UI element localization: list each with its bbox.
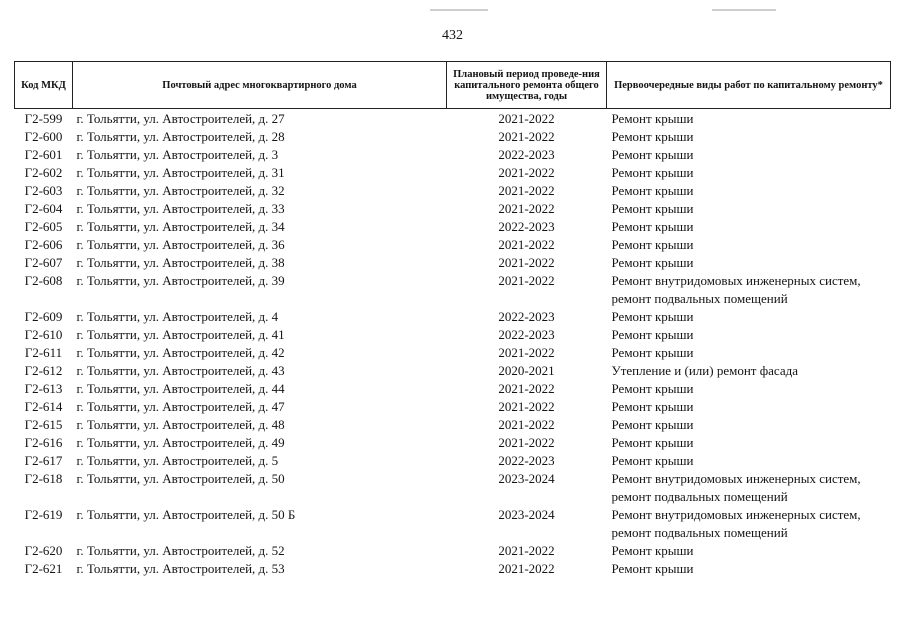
mkd-code: Г2-613 — [24, 381, 63, 396]
repair-period: 2021-2022 — [498, 237, 555, 252]
works-line: Ремонт крыши — [611, 399, 694, 414]
table-row — [15, 416, 891, 434]
priority-works — [607, 470, 891, 506]
repair-period: 2021-2022 — [498, 345, 555, 360]
mkd-code: Г2-621 — [24, 561, 63, 576]
repair-period: 2021-2022 — [498, 129, 555, 144]
table-row — [15, 200, 891, 218]
priority-works — [607, 560, 891, 578]
postal-address: г. Тольятти, ул. Автостроителей, д. 47 — [76, 399, 285, 414]
repair-period: 2021-2022 — [498, 165, 555, 180]
table-row — [15, 434, 891, 452]
works-line: Ремонт крыши — [611, 327, 694, 342]
mkd-code: Г2-617 — [24, 453, 63, 468]
priority-works — [607, 434, 891, 452]
table-body — [15, 109, 891, 579]
header-period: Плановый период проведе-ния капитального ремонта общего имущества, годы — [447, 62, 607, 109]
header-code: Код МКД — [15, 62, 73, 109]
mkd-code: Г2-609 — [24, 309, 63, 324]
repair-period: 2021-2022 — [498, 435, 555, 450]
table-header-row — [15, 62, 891, 109]
priority-works — [607, 182, 891, 200]
repair-period: 2022-2023 — [498, 327, 555, 342]
priority-works — [607, 164, 891, 182]
priority-works — [607, 416, 891, 434]
table-row — [15, 146, 891, 164]
table-row — [15, 109, 891, 129]
priority-works — [607, 398, 891, 416]
scan-artifact — [712, 9, 776, 11]
mkd-code: Г2-608 — [24, 273, 63, 288]
mkd-code: Г2-599 — [24, 111, 63, 126]
works-line: Ремонт крыши — [611, 219, 694, 234]
table-row — [15, 542, 891, 560]
repair-period: 2021-2022 — [498, 417, 555, 432]
postal-address: г. Тольятти, ул. Автостроителей, д. 48 — [76, 417, 285, 432]
priority-works — [607, 326, 891, 344]
postal-address: г. Тольятти, ул. Автостроителей, д. 32 — [76, 183, 285, 198]
works-line: Ремонт внутридомовых инженерных систем, — [611, 471, 861, 486]
mkd-code: Г2-603 — [24, 183, 63, 198]
header-address: Почтовый адрес многоквартирного дома — [73, 62, 447, 109]
repair-period: 2021-2022 — [498, 255, 555, 270]
priority-works — [607, 362, 891, 380]
priority-works — [607, 452, 891, 470]
postal-address: г. Тольятти, ул. Автостроителей, д. 50 — [76, 471, 285, 486]
repair-period: 2021-2022 — [498, 111, 555, 126]
table-row — [15, 398, 891, 416]
table-row — [15, 236, 891, 254]
works-line: Утепление и (или) ремонт фасада — [611, 363, 798, 378]
works-line: Ремонт крыши — [611, 309, 694, 324]
works-line: Ремонт крыши — [611, 237, 694, 252]
mkd-code: Г2-615 — [24, 417, 63, 432]
priority-works — [607, 128, 891, 146]
mkd-code: Г2-604 — [24, 201, 63, 216]
postal-address: г. Тольятти, ул. Автостроителей, д. 41 — [76, 327, 285, 342]
table-row — [15, 308, 891, 326]
mkd-code: Г2-618 — [24, 471, 63, 486]
table-row — [15, 128, 891, 146]
works-line: Ремонт крыши — [611, 147, 694, 162]
postal-address: г. Тольятти, ул. Автостроителей, д. 52 — [76, 543, 285, 558]
priority-works — [607, 254, 891, 272]
postal-address: г. Тольятти, ул. Автостроителей, д. 43 — [76, 363, 285, 378]
repair-period: 2021-2022 — [498, 201, 555, 216]
postal-address: г. Тольятти, ул. Автостроителей, д. 44 — [76, 381, 285, 396]
works-line: Ремонт крыши — [611, 543, 694, 558]
works-line: Ремонт крыши — [611, 381, 694, 396]
repair-period: 2023-2024 — [498, 471, 555, 486]
table-row — [15, 506, 891, 542]
mkd-code: Г2-606 — [24, 237, 63, 252]
priority-works — [607, 542, 891, 560]
table-row — [15, 254, 891, 272]
works-line: Ремонт крыши — [611, 453, 694, 468]
works-line: Ремонт крыши — [611, 183, 694, 198]
works-line: Ремонт крыши — [611, 111, 694, 126]
mkd-code: Г2-616 — [24, 435, 63, 450]
works-line: Ремонт внутридомовых инженерных систем, — [611, 507, 861, 522]
works-line: Ремонт крыши — [611, 255, 694, 270]
table-row — [15, 182, 891, 200]
works-line: ремонт подвальных помещений — [611, 291, 788, 306]
postal-address: г. Тольятти, ул. Автостроителей, д. 28 — [76, 129, 285, 144]
table-row — [15, 452, 891, 470]
mkd-code: Г2-619 — [24, 507, 63, 522]
table-row — [15, 218, 891, 236]
repair-period: 2021-2022 — [498, 561, 555, 576]
mkd-code: Г2-620 — [24, 543, 63, 558]
page-number: 432 — [442, 28, 463, 43]
mkd-code: Г2-612 — [24, 363, 63, 378]
postal-address: г. Тольятти, ул. Автостроителей, д. 42 — [76, 345, 285, 360]
mkd-code: Г2-605 — [24, 219, 63, 234]
capital-repair-table — [14, 61, 891, 578]
postal-address: г. Тольятти, ул. Автостроителей, д. 39 — [76, 273, 285, 288]
works-line: Ремонт крыши — [611, 435, 694, 450]
postal-address: г. Тольятти, ул. Автостроителей, д. 49 — [76, 435, 285, 450]
priority-works — [607, 344, 891, 362]
repair-period: 2021-2022 — [498, 273, 555, 288]
postal-address: г. Тольятти, ул. Автостроителей, д. 53 — [76, 561, 285, 576]
priority-works — [607, 109, 891, 129]
repair-period: 2022-2023 — [498, 309, 555, 324]
works-line: Ремонт крыши — [611, 165, 694, 180]
postal-address: г. Тольятти, ул. Автостроителей, д. 5 — [76, 453, 279, 468]
priority-works — [607, 308, 891, 326]
postal-address: г. Тольятти, ул. Автостроителей, д. 50 Б — [76, 507, 296, 522]
priority-works — [607, 272, 891, 308]
postal-address: г. Тольятти, ул. Автостроителей, д. 38 — [76, 255, 285, 270]
priority-works — [607, 200, 891, 218]
repair-period: 2022-2023 — [498, 453, 555, 468]
mkd-code: Г2-607 — [24, 255, 63, 270]
postal-address: г. Тольятти, ул. Автостроителей, д. 31 — [76, 165, 285, 180]
repair-period: 2022-2023 — [498, 219, 555, 234]
table-row — [15, 380, 891, 398]
works-line: Ремонт крыши — [611, 561, 694, 576]
mkd-code: Г2-614 — [24, 399, 63, 414]
postal-address: г. Тольятти, ул. Автостроителей, д. 33 — [76, 201, 285, 216]
works-line: Ремонт крыши — [611, 345, 694, 360]
mkd-code: Г2-611 — [24, 345, 63, 360]
works-line: ремонт подвальных помещений — [611, 525, 788, 540]
repair-period: 2021-2022 — [498, 183, 555, 198]
table-row — [15, 560, 891, 578]
repair-period: 2021-2022 — [498, 543, 555, 558]
repair-period: 2021-2022 — [498, 399, 555, 414]
repair-period: 2022-2023 — [498, 147, 555, 162]
mkd-code: Г2-600 — [24, 129, 63, 144]
mkd-code: Г2-610 — [24, 327, 63, 342]
priority-works — [607, 218, 891, 236]
works-line: Ремонт крыши — [611, 417, 694, 432]
works-line: Ремонт крыши — [611, 129, 694, 144]
table-row — [15, 470, 891, 506]
priority-works — [607, 236, 891, 254]
works-line: ремонт подвальных помещений — [611, 489, 788, 504]
priority-works — [607, 506, 891, 542]
table-row — [15, 164, 891, 182]
works-line: Ремонт внутридомовых инженерных систем, — [611, 273, 861, 288]
scan-artifact — [430, 9, 488, 11]
table-row — [15, 326, 891, 344]
table-row — [15, 344, 891, 362]
mkd-code: Г2-602 — [24, 165, 63, 180]
postal-address: г. Тольятти, ул. Автостроителей, д. 27 — [76, 111, 285, 126]
table-row — [15, 362, 891, 380]
repair-period: 2021-2022 — [498, 381, 555, 396]
postal-address: г. Тольятти, ул. Автостроителей, д. 36 — [76, 237, 285, 252]
postal-address: г. Тольятти, ул. Автостроителей, д. 3 — [76, 147, 279, 162]
mkd-code: Г2-601 — [24, 147, 63, 162]
table-row — [15, 272, 891, 308]
header-works: Первоочередные виды работ по капитальному ремонту* — [607, 62, 891, 109]
repair-period: 2020-2021 — [498, 363, 555, 378]
postal-address: г. Тольятти, ул. Автостроителей, д. 34 — [76, 219, 285, 234]
priority-works — [607, 380, 891, 398]
works-line: Ремонт крыши — [611, 201, 694, 216]
repair-period: 2023-2024 — [498, 507, 555, 522]
priority-works — [607, 146, 891, 164]
postal-address: г. Тольятти, ул. Автостроителей, д. 4 — [76, 309, 279, 324]
